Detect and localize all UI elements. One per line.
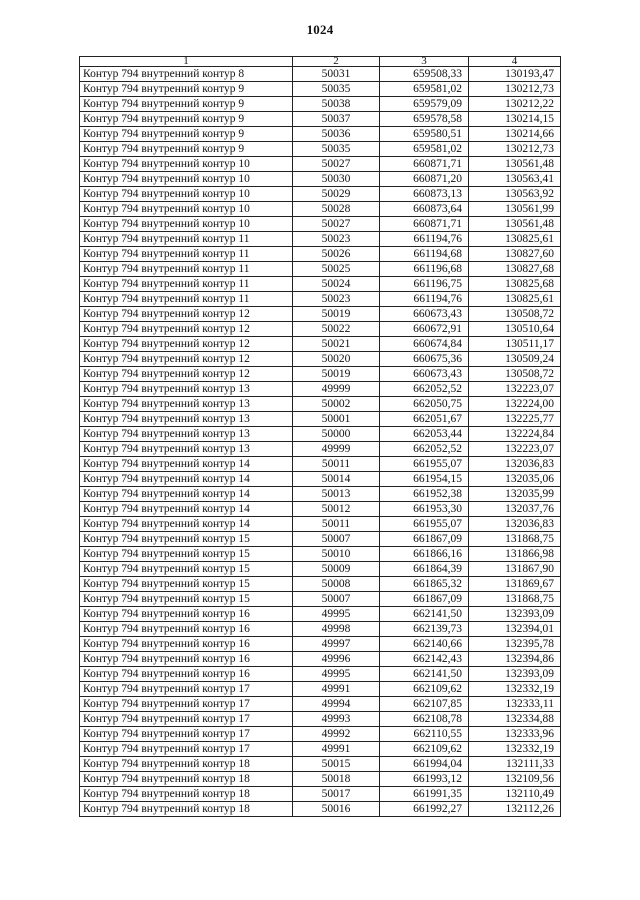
point-number-cell: 50014 (293, 472, 380, 487)
contour-name-cell: Контур 794 внутренний контур 13 (80, 412, 293, 427)
point-number-cell: 49992 (293, 727, 380, 742)
contour-name-cell: Контур 794 внутренний контур 14 (80, 502, 293, 517)
x-coordinate-cell: 660873,13 (380, 187, 469, 202)
x-coordinate-cell: 662052,52 (380, 382, 469, 397)
point-number-cell: 50000 (293, 427, 380, 442)
y-coordinate-cell: 132394,01 (469, 622, 561, 637)
table-row (80, 82, 561, 97)
point-number-cell: 50023 (293, 232, 380, 247)
contour-name-cell: Контур 794 внутренний контур 14 (80, 457, 293, 472)
contour-name-cell: Контур 794 внутренний контур 12 (80, 367, 293, 382)
x-coordinate-cell: 662109,62 (380, 742, 469, 757)
point-number-cell: 50008 (293, 577, 380, 592)
table-row (80, 517, 561, 532)
contour-name-cell: Контур 794 внутренний контур 10 (80, 187, 293, 202)
x-coordinate-cell: 659508,33 (380, 67, 469, 82)
point-number-cell: 50037 (293, 112, 380, 127)
table-row (80, 592, 561, 607)
x-coordinate-cell: 661991,35 (380, 787, 469, 802)
x-coordinate-cell: 662108,78 (380, 712, 469, 727)
table-body (80, 67, 561, 817)
x-coordinate-cell: 662051,67 (380, 412, 469, 427)
x-coordinate-cell: 661196,68 (380, 262, 469, 277)
x-coordinate-cell: 661955,07 (380, 457, 469, 472)
contour-name-cell: Контур 794 внутренний контур 18 (80, 802, 293, 817)
table-row (80, 262, 561, 277)
x-coordinate-cell: 659579,09 (380, 97, 469, 112)
contour-name-cell: Контур 794 внутренний контур 8 (80, 67, 293, 82)
table-row (80, 577, 561, 592)
y-coordinate-cell: 132110,49 (469, 787, 561, 802)
y-coordinate-cell: 130214,15 (469, 112, 561, 127)
y-coordinate-cell: 132394,86 (469, 652, 561, 667)
point-number-cell: 50007 (293, 592, 380, 607)
table-row (80, 352, 561, 367)
table-row (80, 322, 561, 337)
x-coordinate-cell: 661194,68 (380, 247, 469, 262)
y-coordinate-cell: 132224,00 (469, 397, 561, 412)
contour-name-cell: Контур 794 внутренний контур 15 (80, 562, 293, 577)
x-coordinate-cell: 661952,38 (380, 487, 469, 502)
contour-name-cell: Контур 794 внутренний контур 15 (80, 577, 293, 592)
table-row (80, 607, 561, 622)
table-row (80, 127, 561, 142)
y-coordinate-cell: 130827,68 (469, 262, 561, 277)
x-coordinate-cell: 660673,43 (380, 367, 469, 382)
x-coordinate-cell: 661867,09 (380, 592, 469, 607)
table-row (80, 802, 561, 817)
table-row (80, 562, 561, 577)
x-coordinate-cell: 662139,73 (380, 622, 469, 637)
y-coordinate-cell: 130825,68 (469, 277, 561, 292)
y-coordinate-cell: 130193,47 (469, 67, 561, 82)
contour-name-cell: Контур 794 внутренний контур 17 (80, 712, 293, 727)
point-number-cell: 50023 (293, 292, 380, 307)
table-row (80, 697, 561, 712)
table-row (80, 727, 561, 742)
contour-name-cell: Контур 794 внутренний контур 9 (80, 82, 293, 97)
y-coordinate-cell: 130212,73 (469, 142, 561, 157)
contour-name-cell: Контур 794 внутренний контур 10 (80, 172, 293, 187)
point-number-cell: 50007 (293, 532, 380, 547)
x-coordinate-cell: 661994,04 (380, 757, 469, 772)
y-coordinate-cell: 132395,78 (469, 637, 561, 652)
contour-name-cell: Контур 794 внутренний контур 16 (80, 607, 293, 622)
y-coordinate-cell: 130510,64 (469, 322, 561, 337)
table-row (80, 157, 561, 172)
y-coordinate-cell: 130825,61 (469, 292, 561, 307)
y-coordinate-cell: 132036,83 (469, 517, 561, 532)
x-coordinate-cell: 660871,71 (380, 157, 469, 172)
point-number-cell: 49994 (293, 697, 380, 712)
contour-name-cell: Контур 794 внутренний контур 12 (80, 352, 293, 367)
x-coordinate-cell: 661955,07 (380, 517, 469, 532)
x-coordinate-cell: 661992,27 (380, 802, 469, 817)
y-coordinate-cell: 131867,90 (469, 562, 561, 577)
contour-name-cell: Контур 794 внутренний контур 9 (80, 127, 293, 142)
table-row (80, 382, 561, 397)
x-coordinate-cell: 659578,58 (380, 112, 469, 127)
table-row (80, 547, 561, 562)
contour-name-cell: Контур 794 внутренний контур 16 (80, 637, 293, 652)
y-coordinate-cell: 132333,96 (469, 727, 561, 742)
x-coordinate-cell: 662141,50 (380, 607, 469, 622)
y-coordinate-cell: 132333,11 (469, 697, 561, 712)
x-coordinate-cell: 662142,43 (380, 652, 469, 667)
header-row (80, 57, 561, 67)
point-number-cell: 49995 (293, 667, 380, 682)
table-row (80, 502, 561, 517)
x-coordinate-cell: 662050,75 (380, 397, 469, 412)
table-header (80, 57, 561, 67)
table-row (80, 652, 561, 667)
contour-name-cell: Контур 794 внутренний контур 9 (80, 112, 293, 127)
y-coordinate-cell: 132224,84 (469, 427, 561, 442)
table-row (80, 487, 561, 502)
contour-name-cell: Контур 794 внутренний контур 17 (80, 727, 293, 742)
y-coordinate-cell: 131866,98 (469, 547, 561, 562)
table-row (80, 787, 561, 802)
y-coordinate-cell: 130212,73 (469, 82, 561, 97)
point-number-cell: 50019 (293, 307, 380, 322)
y-coordinate-cell: 130825,61 (469, 232, 561, 247)
contour-name-cell: Контур 794 внутренний контур 16 (80, 652, 293, 667)
point-number-cell: 50026 (293, 247, 380, 262)
table-row (80, 622, 561, 637)
contour-name-cell: Контур 794 внутренний контур 10 (80, 217, 293, 232)
y-coordinate-cell: 131869,67 (469, 577, 561, 592)
point-number-cell: 50010 (293, 547, 380, 562)
x-coordinate-cell: 661993,12 (380, 772, 469, 787)
y-coordinate-cell: 132332,19 (469, 742, 561, 757)
table-row (80, 412, 561, 427)
contour-name-cell: Контур 794 внутренний контур 12 (80, 322, 293, 337)
y-coordinate-cell: 132112,26 (469, 802, 561, 817)
table-row (80, 682, 561, 697)
contour-name-cell: Контур 794 внутренний контур 18 (80, 787, 293, 802)
table-row (80, 457, 561, 472)
point-number-cell: 50001 (293, 412, 380, 427)
x-coordinate-cell: 662052,52 (380, 442, 469, 457)
x-coordinate-cell: 660871,20 (380, 172, 469, 187)
x-coordinate-cell: 661196,75 (380, 277, 469, 292)
point-number-cell: 50031 (293, 67, 380, 82)
contour-name-cell: Контур 794 внутренний контур 13 (80, 442, 293, 457)
contour-name-cell: Контур 794 внутренний контур 18 (80, 757, 293, 772)
y-coordinate-cell: 130827,60 (469, 247, 561, 262)
x-coordinate-cell: 660673,43 (380, 307, 469, 322)
x-coordinate-cell: 660873,64 (380, 202, 469, 217)
page-number: 1024 (306, 22, 334, 37)
table-row (80, 172, 561, 187)
x-coordinate-cell: 660871,71 (380, 217, 469, 232)
point-number-cell: 49998 (293, 622, 380, 637)
column-header-1: 1 (80, 57, 293, 67)
contour-name-cell: Контур 794 внутренний контур 15 (80, 592, 293, 607)
point-number-cell: 50011 (293, 517, 380, 532)
y-coordinate-cell: 132111,33 (469, 757, 561, 772)
y-coordinate-cell: 132332,19 (469, 682, 561, 697)
contour-name-cell: Контур 794 внутренний контур 15 (80, 532, 293, 547)
table-row (80, 742, 561, 757)
point-number-cell: 50028 (293, 202, 380, 217)
table-row (80, 712, 561, 727)
table-row (80, 667, 561, 682)
x-coordinate-cell: 659581,02 (380, 142, 469, 157)
x-coordinate-cell: 661865,32 (380, 577, 469, 592)
table-row (80, 142, 561, 157)
y-coordinate-cell: 130563,41 (469, 172, 561, 187)
coordinates-table (79, 56, 561, 817)
contour-name-cell: Контур 794 внутренний контур 12 (80, 337, 293, 352)
x-coordinate-cell: 660672,91 (380, 322, 469, 337)
point-number-cell: 50030 (293, 172, 380, 187)
point-number-cell: 50019 (293, 367, 380, 382)
x-coordinate-cell: 662141,50 (380, 667, 469, 682)
table-row (80, 427, 561, 442)
table-row (80, 337, 561, 352)
y-coordinate-cell: 132109,56 (469, 772, 561, 787)
x-coordinate-cell: 662053,44 (380, 427, 469, 442)
y-coordinate-cell: 130508,72 (469, 307, 561, 322)
contour-name-cell: Контур 794 внутренний контур 16 (80, 667, 293, 682)
x-coordinate-cell: 661953,30 (380, 502, 469, 517)
contour-name-cell: Контур 794 внутренний контур 11 (80, 232, 293, 247)
point-number-cell: 50024 (293, 277, 380, 292)
x-coordinate-cell: 659580,51 (380, 127, 469, 142)
point-number-cell: 50011 (293, 457, 380, 472)
contour-name-cell: Контур 794 внутренний контур 11 (80, 292, 293, 307)
contour-name-cell: Контур 794 внутренний контур 11 (80, 277, 293, 292)
y-coordinate-cell: 130511,17 (469, 337, 561, 352)
contour-name-cell: Контур 794 внутренний контур 14 (80, 517, 293, 532)
y-coordinate-cell: 132037,76 (469, 502, 561, 517)
y-coordinate-cell: 132393,09 (469, 667, 561, 682)
x-coordinate-cell: 660674,84 (380, 337, 469, 352)
point-number-cell: 49996 (293, 652, 380, 667)
y-coordinate-cell: 132035,99 (469, 487, 561, 502)
table-row (80, 202, 561, 217)
contour-name-cell: Контур 794 внутренний контур 10 (80, 202, 293, 217)
y-coordinate-cell: 130214,66 (469, 127, 561, 142)
y-coordinate-cell: 132225,77 (469, 412, 561, 427)
y-coordinate-cell: 130561,48 (469, 217, 561, 232)
table-row (80, 367, 561, 382)
point-number-cell: 49993 (293, 712, 380, 727)
y-coordinate-cell: 130561,99 (469, 202, 561, 217)
column-header-3: 3 (380, 57, 469, 67)
y-coordinate-cell: 132035,06 (469, 472, 561, 487)
point-number-cell: 50036 (293, 127, 380, 142)
point-number-cell: 50016 (293, 802, 380, 817)
x-coordinate-cell: 662107,85 (380, 697, 469, 712)
contour-name-cell: Контур 794 внутренний контур 14 (80, 472, 293, 487)
y-coordinate-cell: 130561,48 (469, 157, 561, 172)
contour-name-cell: Контур 794 внутренний контур 13 (80, 382, 293, 397)
x-coordinate-cell: 661194,76 (380, 232, 469, 247)
table-row (80, 232, 561, 247)
column-header-2: 2 (293, 57, 380, 67)
point-number-cell: 49999 (293, 442, 380, 457)
point-number-cell: 50009 (293, 562, 380, 577)
point-number-cell: 50027 (293, 157, 380, 172)
table-row (80, 217, 561, 232)
table-row (80, 532, 561, 547)
point-number-cell: 50017 (293, 787, 380, 802)
x-coordinate-cell: 659581,02 (380, 82, 469, 97)
table-row (80, 472, 561, 487)
point-number-cell: 49999 (293, 382, 380, 397)
point-number-cell: 50027 (293, 217, 380, 232)
point-number-cell: 50025 (293, 262, 380, 277)
contour-name-cell: Контур 794 внутренний контур 15 (80, 547, 293, 562)
point-number-cell: 50020 (293, 352, 380, 367)
point-number-cell: 50029 (293, 187, 380, 202)
contour-name-cell: Контур 794 внутренний контур 10 (80, 157, 293, 172)
x-coordinate-cell: 661954,15 (380, 472, 469, 487)
x-coordinate-cell: 660675,36 (380, 352, 469, 367)
contour-name-cell: Контур 794 внутренний контур 9 (80, 142, 293, 157)
contour-name-cell: Контур 794 внутренний контур 17 (80, 742, 293, 757)
y-coordinate-cell: 130212,22 (469, 97, 561, 112)
point-number-cell: 49995 (293, 607, 380, 622)
x-coordinate-cell: 661194,76 (380, 292, 469, 307)
table-row (80, 397, 561, 412)
x-coordinate-cell: 661867,09 (380, 532, 469, 547)
point-number-cell: 49991 (293, 682, 380, 697)
contour-name-cell: Контур 794 внутренний контур 12 (80, 307, 293, 322)
table-row (80, 112, 561, 127)
y-coordinate-cell: 130563,92 (469, 187, 561, 202)
y-coordinate-cell: 131868,75 (469, 532, 561, 547)
point-number-cell: 50012 (293, 502, 380, 517)
point-number-cell: 50018 (293, 772, 380, 787)
contour-name-cell: Контур 794 внутренний контур 17 (80, 682, 293, 697)
y-coordinate-cell: 132223,07 (469, 442, 561, 457)
point-number-cell: 49991 (293, 742, 380, 757)
point-number-cell: 50038 (293, 97, 380, 112)
column-header-4: 4 (469, 57, 561, 67)
table-row (80, 442, 561, 457)
x-coordinate-cell: 662109,62 (380, 682, 469, 697)
contour-name-cell: Контур 794 внутренний контур 9 (80, 97, 293, 112)
table-row (80, 67, 561, 82)
y-coordinate-cell: 131868,75 (469, 592, 561, 607)
y-coordinate-cell: 132334,88 (469, 712, 561, 727)
table-row (80, 637, 561, 652)
x-coordinate-cell: 662110,55 (380, 727, 469, 742)
table-row (80, 187, 561, 202)
x-coordinate-cell: 661866,16 (380, 547, 469, 562)
contour-name-cell: Контур 794 внутренний контур 13 (80, 427, 293, 442)
contour-name-cell: Контур 794 внутренний контур 17 (80, 697, 293, 712)
x-coordinate-cell: 661864,39 (380, 562, 469, 577)
point-number-cell: 50021 (293, 337, 380, 352)
point-number-cell: 50022 (293, 322, 380, 337)
table-row (80, 277, 561, 292)
table-row (80, 292, 561, 307)
point-number-cell: 50035 (293, 142, 380, 157)
table-row (80, 247, 561, 262)
point-number-cell: 50035 (293, 82, 380, 97)
y-coordinate-cell: 132223,07 (469, 382, 561, 397)
x-coordinate-cell: 662140,66 (380, 637, 469, 652)
contour-name-cell: Контур 794 внутренний контур 11 (80, 262, 293, 277)
point-number-cell: 50013 (293, 487, 380, 502)
contour-name-cell: Контур 794 внутренний контур 14 (80, 487, 293, 502)
table-row (80, 307, 561, 322)
point-number-cell: 50015 (293, 757, 380, 772)
y-coordinate-cell: 132036,83 (469, 457, 561, 472)
y-coordinate-cell: 130508,72 (469, 367, 561, 382)
table-row (80, 97, 561, 112)
point-number-cell: 49997 (293, 637, 380, 652)
contour-name-cell: Контур 794 внутренний контур 11 (80, 247, 293, 262)
contour-name-cell: Контур 794 внутренний контур 18 (80, 772, 293, 787)
contour-name-cell: Контур 794 внутренний контур 16 (80, 622, 293, 637)
y-coordinate-cell: 132393,09 (469, 607, 561, 622)
table-row (80, 757, 561, 772)
table-row (80, 772, 561, 787)
contour-name-cell: Контур 794 внутренний контур 13 (80, 397, 293, 412)
point-number-cell: 50002 (293, 397, 380, 412)
y-coordinate-cell: 130509,24 (469, 352, 561, 367)
